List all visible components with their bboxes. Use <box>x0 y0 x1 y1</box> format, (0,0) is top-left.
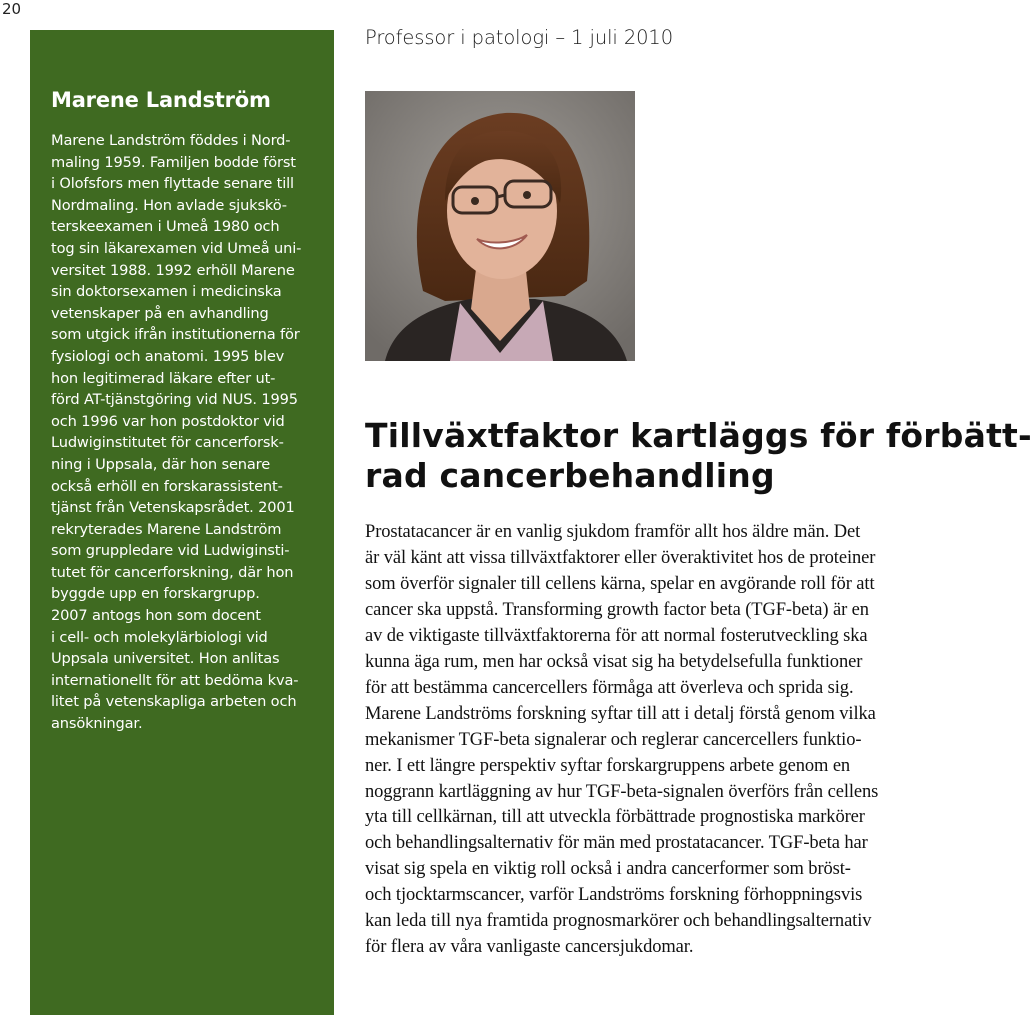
portrait-image <box>365 91 635 361</box>
body-text-line: för flera av våra vanligaste cancersjukdomar. <box>365 937 694 958</box>
body-text-line: för att bestämma cancercellers förmåga att överleva och sprida sig. <box>365 677 854 698</box>
biography-line: fysiologi och anatomi. 1995 blev <box>51 347 285 365</box>
biography-line: vetenskaper på en avhandling <box>51 304 269 322</box>
biography-line: och 1996 var hon postdoktor vid <box>51 412 285 430</box>
biography-line: terskeexamen i Umeå 1980 och <box>51 218 280 236</box>
biography-line: tjänst från Vetenskapsrådet. 2001 <box>51 499 295 517</box>
headline-line: rad cancerbehandling <box>365 456 775 495</box>
body-text-line: ner. I ett längre perspektiv syftar forskargruppens arbete genom en <box>365 755 851 776</box>
article-headline <box>365 416 1032 496</box>
body-text-line: visat sig spela en viktig roll också i andra cancerformer som bröst- <box>365 859 851 880</box>
body-text-line: Marene Landströms forskning syftar till att i detalj förstå genom vilka <box>365 703 876 724</box>
biography-line: byggde upp en forskargrupp. <box>51 585 260 603</box>
biography-line: tog sin läkarexamen vid Umeå uni- <box>51 239 302 257</box>
biography-line: som utgick ifrån institutionerna för <box>51 326 300 344</box>
biography-line: också erhöll en forskarassistent- <box>51 477 283 495</box>
biography-line: Uppsala universitet. Hon anlitas <box>51 650 280 668</box>
biography-line: litet på vetenskapliga arbeten och <box>51 693 297 711</box>
biography-line: rekryterades Marene Landström <box>51 520 282 538</box>
biography-line: ning i Uppsala, där hon senare <box>51 455 271 473</box>
biography-line: versitet 1988. 1992 erhöll Marene <box>51 261 295 279</box>
body-text-line: mekanismer TGF-beta signalerar och reglerar cancercellers funktio- <box>365 729 862 750</box>
biography-sidebar <box>30 30 334 1015</box>
article-body <box>365 520 960 961</box>
sidebar-name-heading: Marene Landström <box>51 88 271 112</box>
biography-line: Ludwiginstitutet för cancerforsk- <box>51 434 284 452</box>
biography-text <box>51 130 312 735</box>
headline-line: Tillväxtfaktor kartläggs för förbätt- <box>365 416 1032 455</box>
biography-line: Nordmaling. Hon avlade sjukskö- <box>51 196 287 214</box>
biography-line: hon legitimerad läkare efter ut- <box>51 369 276 387</box>
body-text-line: av de viktigaste tillväxtfaktorerna för att normal fosterutveckling ska <box>365 625 868 646</box>
body-text-line: och tjocktarmscancer, varför Landströms forskning förhoppningsvis <box>365 885 863 906</box>
portrait-photo <box>365 91 635 361</box>
body-text-line: cancer ska uppstå. Transforming growth factor beta (TGF-beta) är en <box>365 599 869 620</box>
page-header: Professor i patologi – 1 juli 2010 <box>365 26 674 49</box>
biography-line: i Olofsfors men flyttade senare till <box>51 175 294 193</box>
body-text-line: som överför signaler till cellens kärna, spelar en avgörande roll för att <box>365 573 875 594</box>
body-text-line: kan leda till nya framtida prognosmarkörer och behandlingsalternativ <box>365 911 872 932</box>
body-text-line: kunna äga rum, men har också visat sig ha betydelsefulla funktioner <box>365 651 863 672</box>
body-text-line: och behandlingsalternativ för män med prostatacancer. TGF-beta har <box>365 833 868 854</box>
page-number: 20 <box>2 0 22 18</box>
body-text-line: yta till cellkärnan, till att utveckla förbättrade prognostiska markörer <box>365 807 865 828</box>
body-text-line: är väl känt att vissa tillväxtfaktorer eller överaktivitet hos de proteiner <box>365 547 876 568</box>
biography-line: tutet för cancerforskning, där hon <box>51 563 294 581</box>
body-text-line: noggrann kartläggning av hur TGF-beta-signalen överförs från cellens <box>365 781 879 802</box>
biography-line: 2007 antogs hon som docent <box>51 607 261 625</box>
biography-line: Marene Landström föddes i Nord- <box>51 132 291 149</box>
biography-line: som gruppledare vid Ludwiginsti- <box>51 542 290 560</box>
biography-line: internationellt för att bedöma kva- <box>51 671 299 689</box>
biography-line: förd AT-tjänstgöring vid NUS. 1995 <box>51 391 298 409</box>
biography-line: ansökningar. <box>51 715 143 733</box>
biography-line: sin doktorsexamen i medicinska <box>51 283 282 301</box>
biography-line: maling 1959. Familjen bodde först <box>51 153 296 171</box>
biography-line: i cell- och molekylärbiologi vid <box>51 628 268 646</box>
body-text-line: Prostatacancer är en vanlig sjukdom framför allt hos äldre män. Det <box>365 522 861 542</box>
